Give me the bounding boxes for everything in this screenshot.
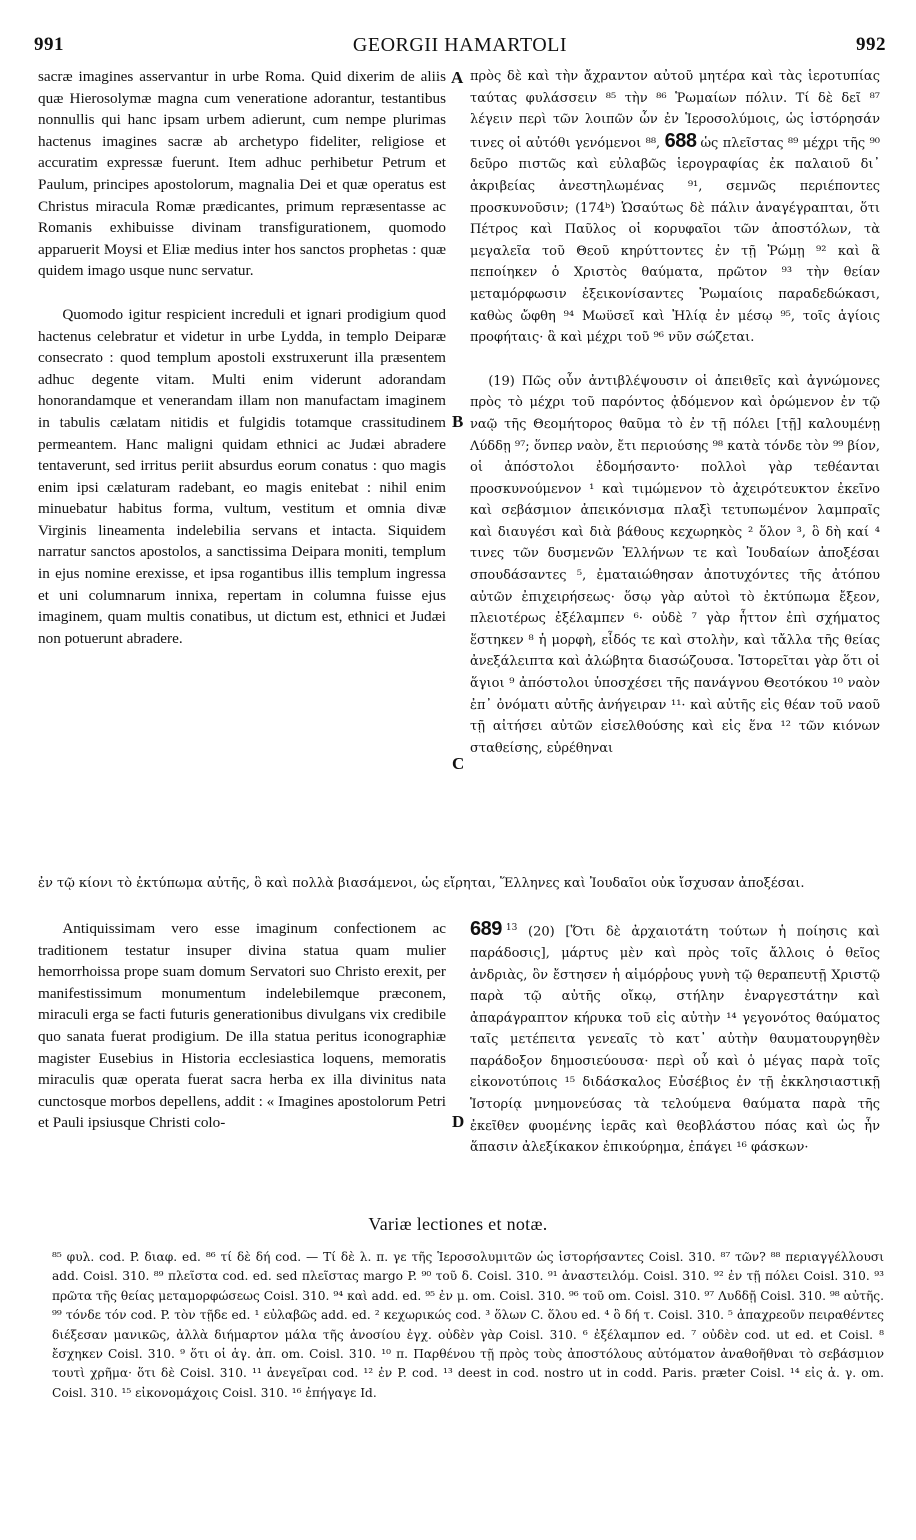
section-number-688: 688 [664, 129, 697, 152]
greek-paragraph-1b: ὡς πλεῖστας ⁸⁹ μέχρι τῆς ⁹⁰ δεῦρο πιστῶς καὶ εὐλαβῶς ἱερογραφίας ἐκ παλαιοῦ δι᾽ ἀκριβείας ἀνεστηλωμένας ⁹¹, σεμνῶς περιέποντες προσκυνοῦσιν; (174ᵇ) Ὡσαύτως δὲ πάλιν ἀναγέγραπται, ὅτι Πέτρος καὶ Παῦλος οἱ κορυφαῖοι τῶν ἀποστόλων, τὰ μεγαλεῖα τοῦ Θεοῦ κηρύττοντες ἐν τῇ Ῥώμῃ ⁹² καὶ ἃ πεποίηκεν ὁ Χριστὸς θαύματα, πρῶτον ⁹³ τὴν θείαν μεταμόρφωσιν ἐξεικονίσαντες Ῥωμαίοις παραδεδώκασι, καθὼς ὤφθη ⁹⁴ Μωϋσεῖ καὶ Ἠλίᾳ ἐν μέσῳ ⁹⁵, τοῖς ἁγίοις προφήταις· ἃ καὶ μέχρι τοῦ ⁹⁶ νῦν σώζεται. [470, 135, 880, 346]
variant-notes [52, 1248, 884, 1403]
variant-notes-text: ⁸⁵ φυλ. cod. P. διαφ. ed. ⁸⁶ τί δὲ δή cod. — Τί δὲ λ. π. γε τῆς Ἱεροσολυμιτῶν ὡς ἱστορήσαντες Coisl. 310. ⁸⁷ τῶν? ⁸⁸ περιαγγέλλουσι add. Coisl. 310. ⁸⁹ πλεῖστα cod. ed. sed πλεῖστας margo P. ⁹⁰ τοῦ δ. Coisl. 310. ⁹¹ ἀναστειλόμ. Coisl. 310. ⁹² ἐν τῇ πόλει Coisl. 310. ⁹³ πρῶτα τῆς θείας μεταμορφώσεως Coisl. 310. ⁹⁴ καὶ add. ed. ⁹⁵ ἐν μ. om. Coisl. 310. ⁹⁶ τοῦ om. Coisl. 310. ⁹⁷ Λυδδῇ Coisl. 310. ⁹⁸ αὐτῆς. ⁹⁹ τόνδε τόν cod. P. τὸν τῇδε ed. ¹ εὐλαβῶς add. ed. ² κεχωρικώς cod. ³ ὅλων C. ὅλου ed. ⁴ ὃ δή τ. Coisl. 310. ⁵ ἀπαχρεοῦν πειραθέντες διέξεσαν μανικῶς, ἀλλὰ διήμαρτον μάλα τῆς ἀνοσίου ἐγχ. οὐδὲν γὰρ Coisl. 310. ⁶ ἐξέλαμπον ed. ⁷ οὐδὲν cod. ut ed. et Coisl. ⁸ ἔσχηκεν Coisl. 310. ⁹ ὅτι οἱ ἁγ. ἀπ. om. Coisl. 310. ¹⁰ π. Παρθένου τῇ πρὸς τοὺς ἀποστόλους αὐτόματον ἀναθοῆθναι τὸ σεβάσμιον τουτὶ χρῆμα· ὅτι δὲ Coisl. 310. ¹¹ ἀνεγεῖραι cod. ¹² ἐν P. cod. ¹³ deest in cod. nostro ut in codd. Paris. præter Coisl. ¹⁴ εἰς ἀ. γ. om. Coisl. 310. ¹⁵ εἰκονομάχοις Coisl. 310. ¹⁶ ἐπήγαγε Id. [52, 1250, 884, 1400]
page-number-right: 992 [856, 34, 886, 55]
greek-paragraph-3 [470, 918, 880, 1159]
section-number-689: 689 [470, 918, 502, 941]
margin-letter-a: A [451, 68, 464, 87]
greek-column-top [470, 66, 880, 759]
notes-title: Variæ lectiones et notæ. [368, 1214, 548, 1234]
latin-paragraph-1: sacræ imagines asservantur in urbe Roma. Quid dixerim de aliis quæ Hierosolymæ magna cum veneratione adorantur, testantibus nonnullis qui hanc ipsam urbem adierunt, cum nempe plurimas hactenus imagines sacræ ab archetypo fideliter, religiose et accuratim expressæ fuerunt. Item adhuc perhibetur Petrum et Paulum, principes apostolorum, magnalia Dei et quæ operatus est Christus miracula Romæ prædicantes, primum repræsentasse ac Romanis exhibuisse divinam transfigurationem, quomodo apparuerit Moysi et Eliæ medius inter hos sanctos prophetas : quæ quidem imago usque nunc servatur. [38, 68, 446, 280]
margin-letter-b: B [452, 412, 464, 431]
page-header [34, 28, 886, 62]
greek-paragraph-3-text: (20) [Ὅτι δὲ ἀρχαιοτάτη τούτων ἡ ποίησις καὶ παράδοσις], μάρτυς μὲν καὶ πρὸς τοῖς ἄλλοις ὁ θεῖος ἀνδριὰς, ὃν ἔστησεν ἡ αἱμόρῥους γυνὴ τῷ θεραπευτῇ Χριστῷ παρὰ τῷ αὐτῆς οἴκῳ, στήλην ἐναργεστάτην καὶ ἀπαράγραπτον κήρυκα τοῦ εἰς αὐτὴν ¹⁴ γεγονότος θαύματος ταῖς μετέπειτα γενεαῖς τὸ κατ᾽ αὐτὴν θαυματουργηθὲν παράδοξον δημοσιεύουσα· περὶ οὗ καὶ ὁ μέγας παρὰ τοῖς εἰκονοτύποις ¹⁵ διδάσκαλος Εὐσέβιος ἐν τῇ ἐκκλησιαστικῇ Ἱστορίᾳ μνημονεύσας τὰ τελούμενα θαύματα παρὰ τῆς ἐκεῖθεν φυομένης ἱερᾶς καὶ θεοβλάστου πόας καὶ ὡς ἦν ἅπασιν ἀλεξίκακον ἐπικούρημα, ἐπάγει ¹⁶ φάσκων· [470, 924, 880, 1156]
latin-paragraph-2: Quomodo igitur respicient increduli et ignari prodigium quod hactenus celebratur et videtur in urbe Lydda, in templo Deiparæ consecrato : quod templum apostoli exstruxerunt illa præsentem adhuc degente vitam. Multi enim viderunt adorandam honorandamque et venerandam illam non manufactam imaginem in tabulis cælatam nitidis et fulgidis totamque crassitudinem permeantem. Hanc maligni quidam ethnici ac Judæi abradere tentaverunt, sed irritus periit absurdus eorum conatus : quo magis enim ipsi cælaturam radebant, eo magis enitebat : nihil enim minuebatur habitus forma, vultum, vestitum et omnia divæ Virginis lineamenta indelebilia servans et intacta. Siquidem narratur sanctos apostolos, a sanctissima Deipara moniti, templum in ejus nomine erexisse, et ipsa rogantibus illis templum ingressa et uni columnarum innixa, repertam in columna fuisse ejus imaginem, quam multis conatibus, ut dictum est, ethnici et Judæi non potuerunt abradere. [38, 305, 446, 647]
margin-letter-c: C [452, 754, 465, 773]
greek-column-bottom [470, 918, 880, 1159]
latin-paragraph-3: Antiquissimam vero esse imaginum confectionem ac traditionem testatur insuper divina statua quam mulier hemorrhoissa prope suam domum Servatori suo Christo erexit, per manifestissimum monumentum indelebilemque præconem, miraculi erga se facti futuris generationibus divulgans vix credibile quo sanata fuerat prodigium. De illa statua peritus iconographiæ magister Eusebius in Historia ecclesiastica loquens, memoratis miraculis quæ operata fuerat sacra herba ex illa divinitus nata cunctosque morbos depellens, addit : « Imagines apostolorum Petri et Pauli ipsiusque Christi colo- [38, 920, 446, 1132]
greek-paragraph-1a: πρὸς δὲ καὶ τὴν ἄχραντον αὐτοῦ μητέρα καὶ τὰς ἱεροτυπίας ταύτας φυλάσσειν ⁸⁵ τὴν ⁸⁶ Ῥωμαίων πόλιν. Τί δὲ δεῖ ⁸⁷ λέγειν περὶ τῶν λοιπῶν ὧν ἐν Ἱεροσολύμοις, ὡς ἱστόρησάν τινες οἱ αὐτόθι γενόμενοι ⁸⁸, [470, 69, 880, 151]
page-number-left: 991 [34, 34, 64, 55]
margin-letter-d: D [452, 1112, 465, 1131]
greek-paragraph-2: (19) Πῶς οὖν ἀντιβλέψουσιν οἱ ἀπειθεῖς καὶ ἀγνώμονες πρὸς τὸ μέχρι τοῦ παρόντος ᾀδόμενον καὶ ὁρώμενον ἐν τῷ ναῷ τῆς Θεομήτορος θαῦμα τὸ ἐν τῇ πόλει [τῇ] καλουμένῃ Λύδδῃ ⁹⁷; ὅνπερ ναὸν, ἔτι περιούσης ⁹⁸ κατὰ τόνδε τὸν ⁹⁹ βίον, οἱ ἀπόστολοι ἐδομήσαντο· πολλοὶ γὰρ τεθέανται προσκυνούμενον ¹ καὶ τιμώμενον τὸ ἀχειρότευκτον ἐκεῖνο καὶ σεβάσμιον ἀπεικόνισμα πλαξὶ τετυπωμένον λαμπραῖς καὶ διαυγέσι καὶ διὰ βάθους κεχωρηκὸς ² ὅλον ³, ὃ δὴ καί ⁴ τινες τῶν δυσμενῶν Ἑλλήνων τε καὶ Ἰουδαίων ἀποξέσαι σπουδάσαντες ⁵, ἐματαιώθησαν ἀποτυχόντες τῆς ἀτόπου αὐτῶν ἐπιχειρήσεως· ὅσῳ γὰρ αὐτοὶ τὸ ἐκτύπωμα ἔξεον, πλειοτέρως ἐξέλαμπεν ⁶· οὐδὲ ⁷ γὰρ ἧττον ἐπὶ σχήματος ἕστηκεν ⁸ ἡ μορφὴ, εἶδός τε καὶ στολὴν, καὶ τἄλλα τῆς θείας ἀνεξάλειπτα καὶ ἀλώβητα διασώζουσα. Ἱστορεῖται γὰρ ὅτι οἱ ἅγιοι ⁹ ἀπόστολοι ὑποσχέσει τῆς πανάγνου Θεοτόκου ¹⁰ ναὸν ἐπ᾽ ὀνόματι αὐτῆς ἀνήγειραν ¹¹· καὶ αὐτῆς εἰς θέαν τοῦ ναοῦ τῇ αἰτήσει αὐτῶν εἰσελθούσης καὶ εἰς ἕνα ¹² τῶν κιόνων σταθείσης, εὑρέθηναι [470, 373, 880, 756]
greek-paragraph-1 [470, 66, 880, 349]
section-footnote-mark: 13 [505, 923, 518, 933]
greek-run-across: ἐν τῷ κίονι τὸ ἐκτύπωμα αὐτῆς, ὃ καὶ πολλὰ βιασάμενοι, ὡς εἴρηται, Ἕλληνες καὶ Ἰουδαῖοι οὐκ ἴσχυσαν ἀποξέσαι. [38, 876, 805, 891]
latin-column-bottom [38, 918, 446, 1134]
running-title: GEORGII HAMARTOLI [352, 34, 568, 56]
latin-column-top [38, 66, 446, 649]
